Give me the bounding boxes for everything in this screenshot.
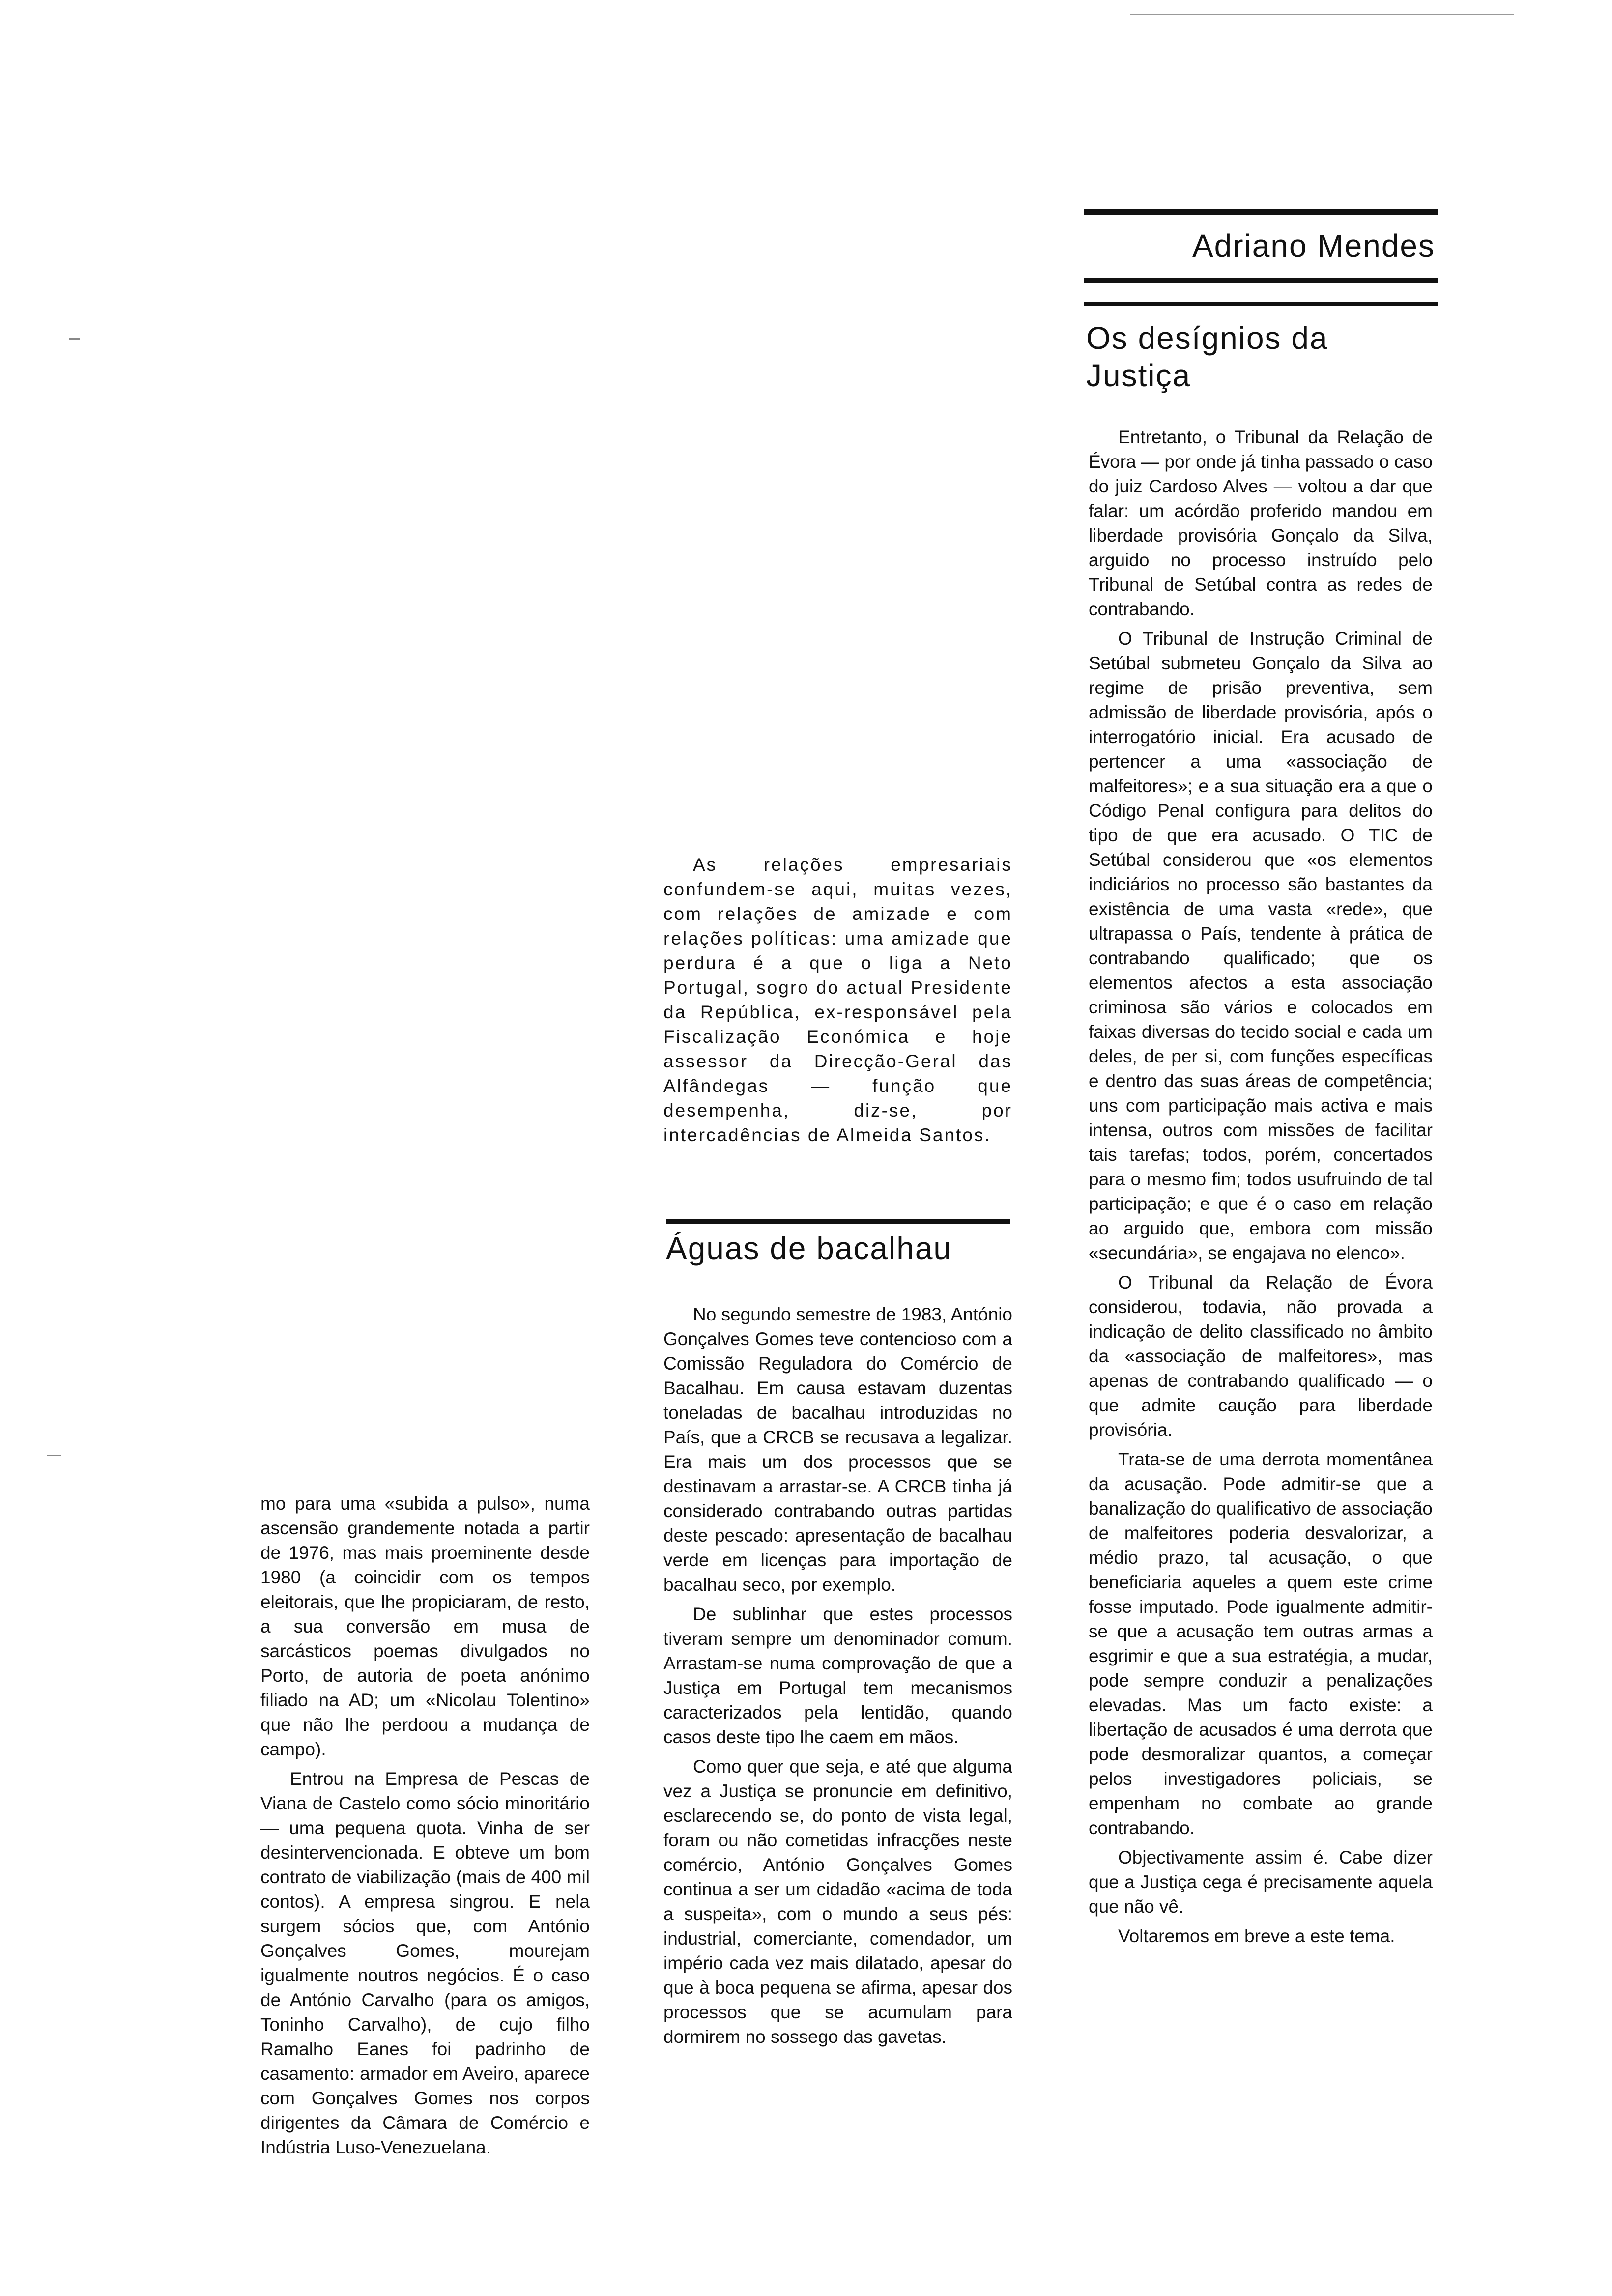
- right-paragraph: Entretanto, o Tribunal da Relação de Évora — por onde já tinha passado o caso do juiz Cardoso Alves — voltou a dar que falar: um acórdão proferido mandou em liberdade provisória Gonçalo da Silva, arguido no processo instruído pelo Tribunal de Setúbal contra as redes de contrabando.: [1089, 427, 1433, 619]
- byline-top-rule: [1084, 209, 1438, 215]
- middle-lead-paragraph: As relações empresariais confundem-se aqui, muitas vezes, com relações de amizade e com relações políticas: uma amizade que perdura é a que o liga a Neto Portugal, sogro do actual Presidente da República, ex-responsável pela Fiscalização Económica e hoje assessor da Direcção-Geral das Alfândegas — função que desempenha, diz-se, por intercadências de Almeida Santos.: [663, 855, 1012, 1145]
- headline: Os desígnios da Justiça: [1086, 320, 1328, 393]
- left-paragraph: mo para uma «subida a pulso», numa ascensão grandemente notada a partir de 1976, mas mais proeminente desde 1980 (a coincidir com os tempos eleitorais, que lhe propiciaram, de resto, a sua conversão em musa de sarcásticos poemas divulgados no Porto, de autoria de poeta anónimo filiado na AD; um «Nicolau Tolentino» que não lhe perdoou a mudança de campo).: [260, 1493, 590, 1759]
- middle-paragraph: Como quer que seja, e até que alguma vez a Justiça se pronuncie em definitivo, esclarecendo se, do ponto de vista legal, foram ou não cometidas infracções neste comércio, António Gonçalves Gomes continua a ser um cidadão «acima de toda a suspeita», com o mundo a seus pés: industrial, comerciante, comendador, um império cada vez mais dilatado, apesar do que à boca pequena se afirma, apesar dos processos que se acumulam para dormirem no sossego das gavetas.: [663, 1756, 1012, 2047]
- right-paragraph: O Tribunal da Relação de Évora considerou, todavia, não provada a indicação de delito classificado no âmbito da «associação de malfeitores», mas apenas de contrabando qualificado — o que admite caução para liberdade provisória.: [1089, 1272, 1433, 1440]
- byline-author: Adriano Mendes: [1192, 228, 1435, 263]
- scan-edge-line: [1130, 14, 1514, 15]
- left-column: [260, 1492, 590, 2165]
- scan-mark: [47, 1455, 61, 1456]
- right-paragraph: O Tribunal de Instrução Criminal de Setúbal submeteu Gonçalo da Silva ao regime de prisão preventiva, sem admissão de liberdade provisória, após o interrogatório inicial. Era acusado de pertencer a uma «associação de malfeitores»; e a sua situação era a que o Código Penal configura para delitos do tipo de que era acusado. O TIC de Setúbal considerou que «os elementos indiciários no processo são bastantes da existência de uma vasta «rede», que ultrapassa o País, tendente à prática de contrabando qualificado; que os elementos afectos a esta associação criminosa são vários e colocados em faixas diversas do tecido social e cada um deles, de per si, com funções específicas e dentro das suas áreas de competência; uns com participação mais activa e mais intensa, outros com missões de facilitar tais tarefas; todos, porém, concertados para o mesmo fim; todos usufruindo de tal participação; e que é o caso em relação ao arguido que, embora com missão «secundária», se engajava no elenco».: [1089, 629, 1433, 1263]
- middle-column-body: [663, 1302, 1012, 2054]
- right-paragraph: Trata-se de uma derrota momentânea da acusação. Pode admitir-se que a banalização do qualificativo de associação de malfeitores poderia desvalorizar, a médio prazo, tal acusação, o que beneficiaria aqueles a quem este crime fosse imputado. Pode igualmente admitir-se que a acusação tem outras armas a esgrimir e que a sua estratégia, a mudar, pode sempre conduzir a penalizações elevadas. Mas um facto existe: a libertação de acusados é uma derrota que pode desmoralizar quantos, a começar pelos investigadores policiais, se empenham no combate ao grande contrabando.: [1089, 1449, 1433, 1838]
- scan-mark: [69, 338, 80, 340]
- left-paragraph: Entrou na Empresa de Pescas de Viana de Castelo como sócio minoritário — uma pequena quota. Vinha de ser desintervencionada. E obteve um bom contrato de viabilização (mais de 400 mil contos). A empresa singrou. E nela surgem sócios que, com António Gonçalves Gomes, mourejam igualmente noutros negócios. É o caso de António Carvalho (para os amigos, Toninho Carvalho), de cujo filho Ramalho Eanes foi padrinho de casamento: armador em Aveiro, aparece com Gonçalves Gomes nos corpos dirigentes da Câmara de Comércio e Indústria Luso-Venezuelana.: [260, 1769, 590, 2157]
- byline-bottom-rule: [1084, 278, 1438, 283]
- headline-top-rule: [1084, 302, 1438, 306]
- subheadline: Águas de bacalhau: [666, 1231, 952, 1266]
- right-paragraph: Voltaremos em breve a este tema.: [1118, 1926, 1395, 1946]
- middle-paragraph: No segundo semestre de 1983, António Gonçalves Gomes teve contencioso com a Comissão Reguladora do Comércio de Bacalhau. Em causa estavam duzentas toneladas de bacalhau introduzidas no País, que a CRCB se recusava a legalizar. Era mais um dos processos que se destinavam a arrastar-se. A CRCB tinha já considerado contrabando outras partidas deste pescado: apresentação de bacalhau verde em licenças para importação de bacalhau seco, por exemplo.: [663, 1304, 1013, 1595]
- middle-paragraph: De sublinhar que estes processos tiveram sempre um denominador comum. Arrastam-se numa comprovação de que a Justiça em Portugal tem mecanismos caracterizados pela lentidão, quando casos deste tipo lhe caem em mãos.: [663, 1604, 1012, 1747]
- right-paragraph: Objectivamente assim é. Cabe dizer que a Justiça cega é precisamente aquela que não vê.: [1089, 1847, 1433, 1917]
- subheadline-rule: [666, 1219, 1010, 1224]
- right-column: [1089, 425, 1433, 1953]
- middle-column-top: [663, 853, 1012, 1152]
